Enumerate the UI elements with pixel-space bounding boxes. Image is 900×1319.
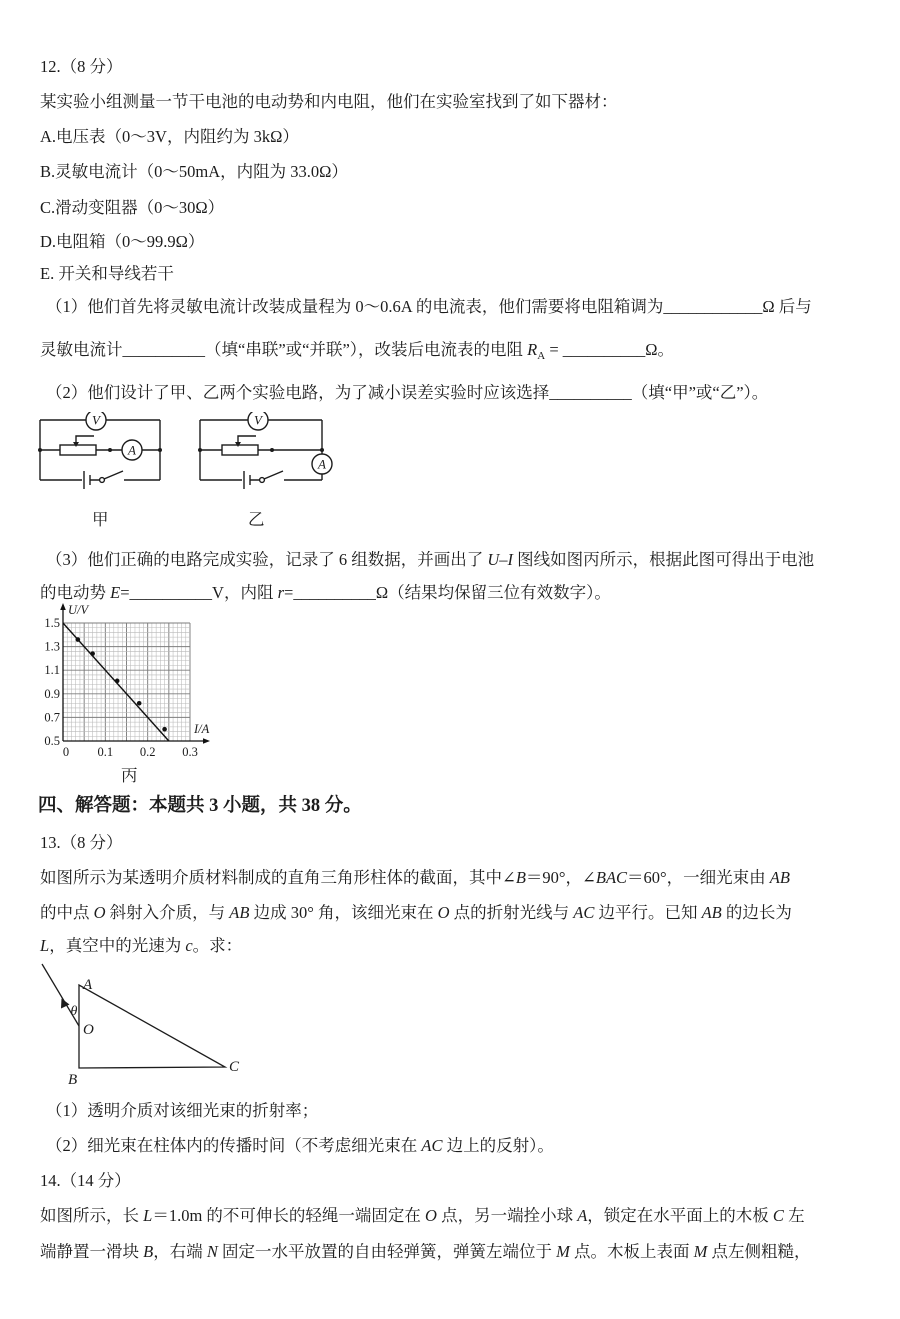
q14-header: 14.（14 分）	[40, 1171, 131, 1190]
theta-label: θ	[70, 1004, 78, 1019]
section4-header: 四、解答题：本题共 3 小题，共 38 分。	[38, 796, 362, 816]
prism-triangle-figure	[28, 952, 258, 1092]
y-tick: 0.9	[44, 686, 60, 701]
q13-sub2: （2）细光束在柱体内的传播时间（不考虑细光束在 AC 边上的反射）。	[46, 1136, 554, 1155]
graph-label-bing: 丙	[121, 766, 138, 785]
voltmeter-label: V	[254, 412, 262, 428]
ammeter-label: A	[128, 442, 136, 458]
q12-header: 12.（8 分）	[40, 57, 123, 76]
x-tick: 0.2	[139, 745, 156, 759]
answer-blank: __________	[129, 583, 213, 602]
x-tick: 0.1	[97, 745, 114, 759]
q13-header: 13.（8 分）	[40, 833, 123, 852]
q12-sub2: （2）他们设计了甲、乙两个实验电路，为了减小误差实验时应该选择__________（填“甲”或“乙”）。	[46, 383, 769, 402]
y-tick: 1.1	[44, 663, 60, 678]
answer-blank: ____________	[663, 297, 763, 316]
q13-body-2: 的中点 O 斜射入介质，与 AB 边成 30° 角，该细光束在 O 点的折射光线与 AC 边平行。已知 AB 的边长为	[40, 903, 792, 922]
q12-sub1-line1: （1）他们首先将灵敏电流计改装成量程为 0～0.6A 的电流表，他们需要将电阻箱调为____________Ω 后与	[46, 297, 812, 316]
q12-sub1-line2: 灵敏电流计__________（填“串联”或“并联”），改装后电流表的电阻 $R_A$ = __________Ω。	[40, 340, 675, 362]
x-tick: 0	[62, 745, 70, 759]
y-axis-label: U/V	[68, 603, 89, 617]
item-e: E. 开关和导线若干	[40, 264, 174, 283]
item-b: B.灵敏电流计（0～50mA，内阻为 33.0Ω）	[40, 162, 348, 181]
item-d: D.电阻箱（0～99.9Ω）	[40, 232, 205, 251]
q12-intro: 某实验小组测量一节干电池的电动势和内电阻，他们在实验室找到了如下器材：	[40, 92, 618, 111]
data-point	[115, 679, 120, 684]
q12-sub3-line2: 的电动势 E=__________V，内阻 r=__________Ω（结果均保留三位有效数字）。	[40, 583, 611, 602]
circuit-label-yi: 乙	[248, 510, 265, 529]
graph-series	[63, 623, 169, 741]
vertex-c-label: C	[229, 1059, 240, 1075]
vertex-b-label: B	[68, 1072, 78, 1088]
item-a: A.电压表（0～3V，内阻约为 3kΩ）	[40, 127, 299, 146]
circuit-jia	[38, 412, 162, 489]
q14-body-2: 端静置一滑块 B，右端 N 固定一水平放置的自由轻弹簧，弹簧左端位于 M 点。木板上表面 M 点左侧粗糙，	[40, 1242, 811, 1261]
circuit-yi	[198, 412, 332, 489]
voltmeter-label: V	[92, 412, 100, 428]
y-tick: 1.5	[44, 616, 60, 630]
answer-blank: __________	[562, 340, 646, 359]
vertex-a-label: A	[83, 977, 93, 993]
q13-body-1: 如图所示为某透明介质材料制成的直角三角形柱体的截面，其中∠B＝90°，∠BAC＝60°，一细光束由 AB	[40, 868, 790, 887]
graph-grid	[63, 623, 190, 741]
answer-blank: __________	[549, 383, 632, 402]
x-axis-label: I/A	[194, 722, 210, 736]
answer-blank: __________	[293, 583, 376, 602]
ammeter-label: A	[318, 456, 326, 472]
data-point	[162, 727, 167, 732]
q13-sub1: （1）透明介质对该细光束的折射率；	[46, 1101, 319, 1120]
circuit-diagrams-figure	[36, 412, 336, 512]
y-tick: 0.5	[44, 734, 60, 748]
answer-blank: __________	[122, 340, 205, 359]
data-point	[76, 637, 81, 642]
point-o-label: O	[83, 1022, 94, 1038]
u-i-graph	[36, 600, 226, 765]
data-point	[137, 701, 142, 706]
circuit-label-jia: 甲	[92, 510, 109, 529]
q13-body-3: L，真空中的光速为 c。求：	[40, 936, 243, 955]
triangle-outline	[79, 985, 225, 1068]
x-tick: 0.3	[182, 745, 198, 759]
y-tick: 1.3	[44, 639, 60, 654]
y-tick: 0.7	[44, 710, 60, 725]
q12-sub3-line1: （3）他们正确的电路完成实验，记录了 6 组数据，并画出了 U–I 图线如图丙所示，根据此图可得出于电池	[46, 550, 815, 569]
data-point	[90, 651, 95, 656]
q14-body-1: 如图所示，长 L＝1.0m 的不可伸长的轻绳一端固定在 O 点，另一端拴小球 A，锁定在水平面上的木板 C 左	[40, 1206, 805, 1225]
item-c: C.滑动变阻器（0～30Ω）	[40, 198, 225, 217]
